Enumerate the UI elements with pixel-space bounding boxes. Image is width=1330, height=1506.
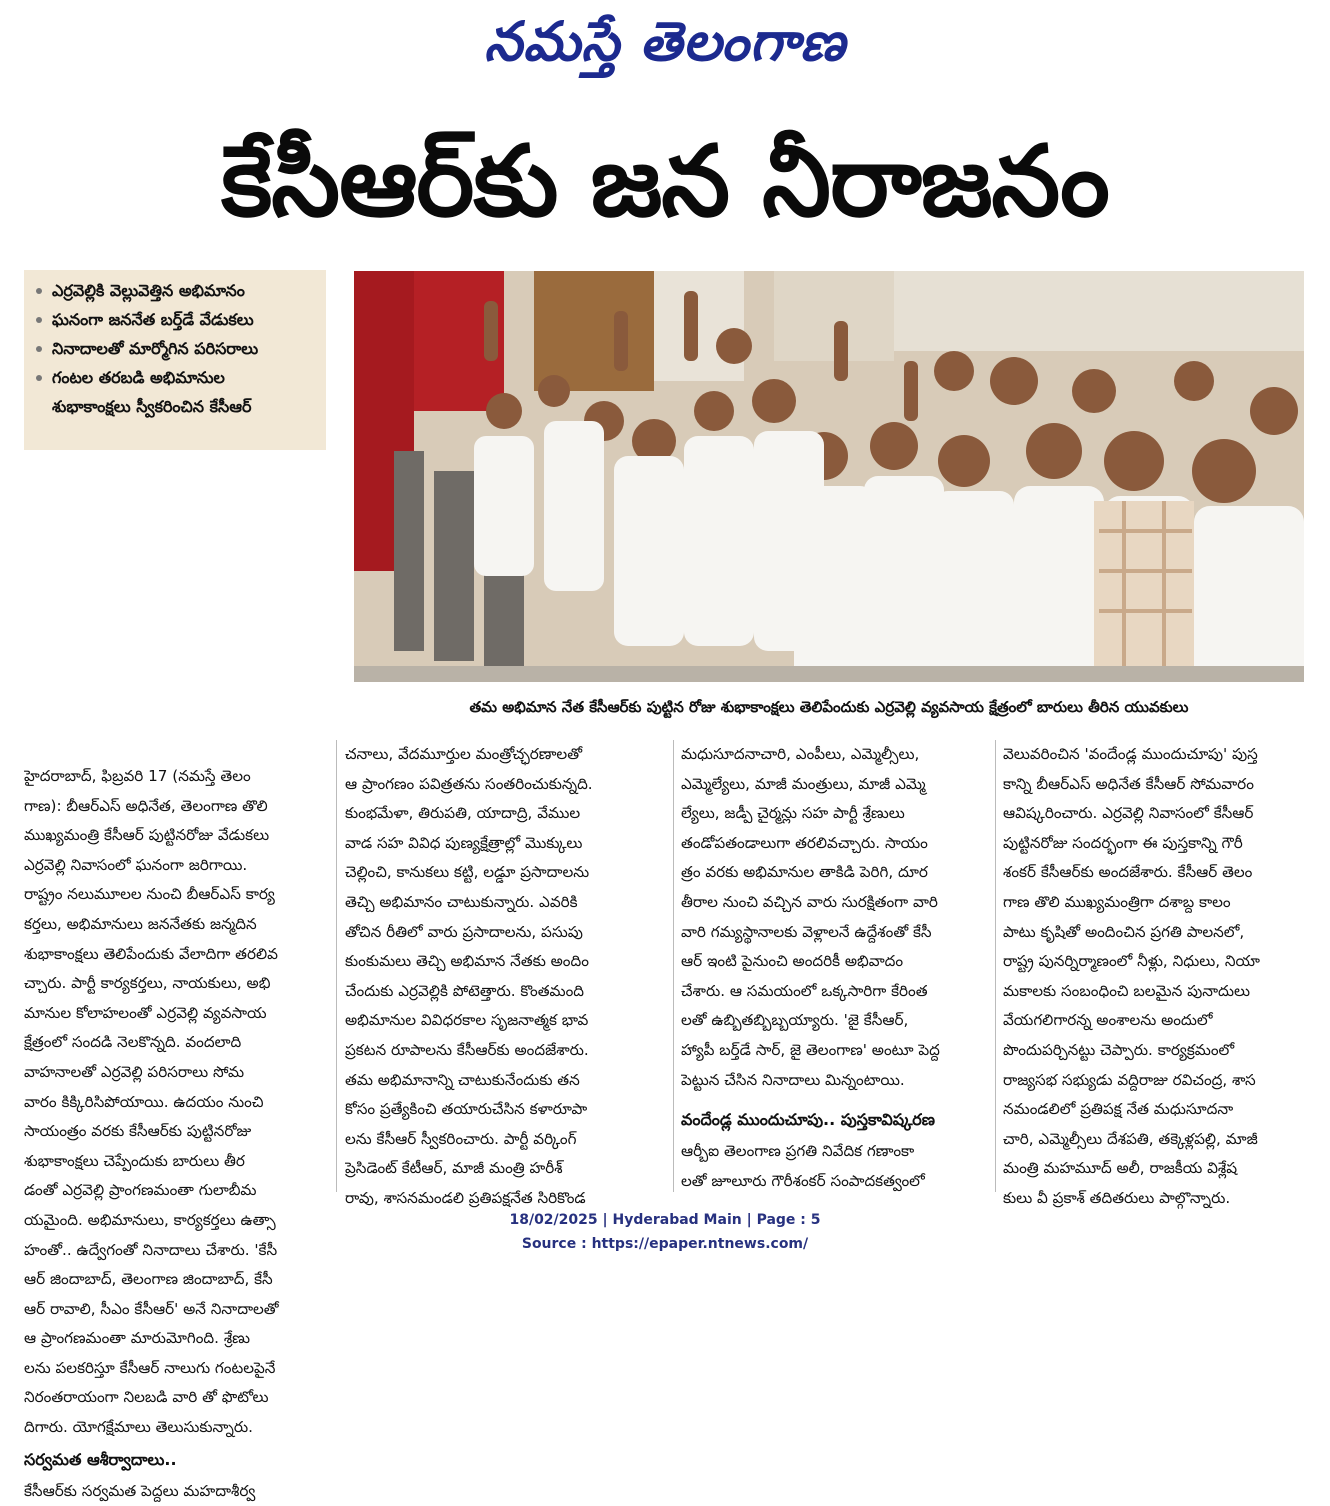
highlight-item: ఎర్రవెల్లికి వెల్లువెత్తిన అభిమానం (32, 276, 318, 305)
body-line: కుంభమేళా, తిరుపతి, యాదాద్రి, వేముల (345, 804, 581, 823)
body-line: గాణ): బీఆర్‌ఎస్ అధినేత, తెలంగాణ తొలి (24, 796, 268, 815)
body-line: చారి, ఎమ్మెల్సీలు దేశపతి, తక్కెళ్లపల్లి, మాజీ (1003, 1129, 1258, 1148)
article-column-1 (24, 762, 326, 1506)
body-line: త్రం వరకు అభిమానుల తాకిడి పెరిగి, దూర (681, 863, 928, 882)
body-line: ఎర్రవెల్లి నివాసంలో ఘనంగా జరిగాయి. (24, 855, 248, 874)
highlight-item: గంటల తరబడి అభిమానుల శుభాకాంక్షలు స్వీకరించిన కేసీఆర్ (32, 363, 318, 421)
article-column-3 (681, 740, 987, 1196)
body-line: ప్రెసిడెంట్ కేటీఆర్, మాజీ మంత్రి హరీశ్ (345, 1159, 563, 1178)
bullet-icon (36, 375, 42, 381)
body-line: చేందుకు ఎర్రవెల్లికి పోటెత్తారు. కొంతమంది (345, 981, 584, 1000)
body-line: ఆవిష్కరించారు. ఎర్రవెల్లి నివాసంలో కేసీఆర్ (1003, 804, 1254, 823)
body-line: వెలువరించిన 'వందేండ్ల ముందుచూపు' పుస్త (1003, 745, 1258, 763)
body-line: సాయంత్రం వరకు కేసీఆర్‌కు పుట్టినరోజు (24, 1122, 252, 1141)
column-divider (673, 740, 674, 1192)
body-line: నమండలిలో ప్రతిపక్ష నేత మధుసూదనా (1003, 1100, 1234, 1119)
body-line: హ్యాపీ బర్త్‌డే సార్, జై తెలంగాణ' అంటూ పెద్ద (681, 1040, 940, 1059)
body-line: ప్రకటన రూపాలను కేసీఆర్‌కు అందజేశారు. (345, 1040, 589, 1059)
highlights-box (24, 270, 326, 450)
bullet-icon (36, 346, 42, 352)
body-line: వాహనాలతో ఎర్రవెల్లి పరిసరాలు సోమ (24, 1062, 245, 1081)
column-divider (995, 740, 996, 1192)
body-line: మకాలకు సంబంధించి బలమైన పునాదులు (1003, 981, 1251, 1000)
subheading: వందేండ్ల ముందుచూపు.. పుస్తకావిష్కరణ (681, 1110, 935, 1130)
body-line: మంత్రి మహమూద్ అలీ, రాజకీయ విశ్లేష (1003, 1159, 1238, 1178)
body-line: లను కేసీఆర్ స్వీకరించారు. పార్టీ వర్కింగ్ (345, 1129, 577, 1148)
body-line: లతో జూలూరు గౌరీశంకర్ సంపాదకత్వంలో (681, 1171, 925, 1190)
body-line: యమైంది. అభిమానులు, కార్యకర్తలు ఉత్సా (24, 1210, 276, 1229)
body-line: ఆర్ జిందాబాద్, తెలంగాణ జిందాబాద్, కేసీ (24, 1270, 273, 1289)
body-line: కులు వీ ప్రకాశ్ తదితరులు పాల్గొన్నారు. (1003, 1188, 1231, 1207)
body-line: పెట్టున చేసిన నినాదాలు మిన్నంటాయి. (681, 1070, 905, 1089)
body-line: ఆర్బీఐ తెలంగాణ ప్రగతి నివేదిక గణాంకా (681, 1142, 915, 1161)
body-line: పుట్టినరోజు సందర్భంగా ఈ పుస్తకాన్ని గౌరీ (1003, 833, 1243, 852)
footer-source-link[interactable]: Source : https://epaper.ntnews.com/ (521, 1236, 809, 1252)
crowd-photo-illustration (354, 271, 1304, 682)
body-line: హంతో.. ఉద్వేగంతో నినాదాలు చేశారు. 'కేసీ (24, 1240, 278, 1259)
body-line: ఆర్ రావాలి, సీఎం కేసీఆర్' అనే నినాదాలతో (24, 1299, 279, 1318)
body-line: ముఖ్యమంత్రి కేసీఆర్ పుట్టినరోజు వేడుకలు (24, 826, 270, 845)
body-line: కేసీఆర్‌కు సర్వమత పెద్దలు మహదాశీర్వ (24, 1481, 256, 1500)
body-line: కాన్ని బీఆర్‌ఎస్ అధినేత కేసీఆర్ సోమవారం (1003, 774, 1254, 793)
body-line: తెచ్చి అభిమానం చాటుకున్నారు. ఎవరికి (345, 892, 578, 911)
body-line: వారి గమ్యస్థానాలకు వెళ్లాలనే ఉద్దేశంతో కేసీ (681, 922, 932, 941)
body-line: తమ అభిమానాన్ని చాటుకునేందుకు తన (345, 1070, 580, 1089)
body-line: చ్చారు. పార్టీ కార్యకర్తలు, నాయకులు, అభి (24, 974, 271, 993)
body-line: పొందుపర్చినట్టు చెప్పారు. కార్యక్రమంలో (1003, 1040, 1235, 1059)
body-line: హైదరాబాద్, ఫిబ్రవరి 17 (నమస్తే తెలం (24, 767, 251, 785)
body-line: కోసం ప్రత్యేకించి తయారుచేసిన కళారూపా (345, 1100, 588, 1119)
article-column-2 (345, 740, 665, 1214)
body-line: దిగారు. యోగక్షేమాలు తెలుసుకున్నారు. (24, 1418, 253, 1437)
body-line: నిరంతరాయంగా నిలబడి వారి తో ఫొటోలు (24, 1388, 269, 1407)
body-line: రాష్ట్ర పునర్నిర్మాణంలో నీళ్లు, నిధులు, నియా (1003, 952, 1260, 971)
body-line: పాటు కృషితో అందించిన ప్రగతి పాలనలో, (1003, 922, 1245, 941)
body-line: చేశారు. ఆ సమయంలో ఒక్కసారిగా కేరింత (681, 981, 928, 1000)
body-line: తీరాల నుంచి వచ్చిన వారు సురక్షితంగా వారి (681, 892, 938, 911)
body-line: ఆ ప్రాంగణం పవిత్రతను సంతరించుకున్నది. (345, 774, 593, 793)
body-line: రావు, శాసనమండలి ప్రతిపక్షనేత సిరికొండ (345, 1188, 586, 1207)
bullet-icon (36, 317, 42, 323)
body-line: అభిమానుల వివిధరకాల సృజనాత్మక భావ (345, 1011, 589, 1030)
body-line: శుభాకాంక్షలు చెప్పేందుకు బారులు తీర (24, 1151, 245, 1170)
body-line: చెల్లించి, కానుకలు కట్టి, లడ్డూ ప్రసాదాలను (345, 863, 590, 882)
body-line: వాడ సహ వివిధ పుణ్యక్షేత్రాల్లో మొక్కులు (345, 833, 583, 852)
body-line: ఆర్ ఇంటి పైనుంచి అందరికీ అభివాదం (681, 952, 904, 971)
highlight-item: ఘనంగా జననేత బర్త్‌డే వేడుకలు (32, 305, 318, 334)
body-line: శుభాకాంక్షలు తెలిపేందుకు వేలాదిగా తరలివ (24, 944, 278, 963)
body-line: లను పలకరిస్తూ కేసీఆర్ నాలుగు గంటలపైనే (24, 1358, 276, 1377)
masthead: నమస్తే తెలంగాణ (484, 9, 846, 73)
body-line: శంకర్ కేసీఆర్‌కు అందజేశారు. కేసీఆర్ తెలం (1003, 863, 1253, 882)
body-line: మధుసూదనాచారి, ఎంపీలు, ఎమ్మెల్సీలు, (681, 745, 920, 763)
body-line: ల్యేలు, జడ్పీ చైర్మన్లు సహ పార్టీ శ్రేణులు (681, 804, 905, 823)
article-column-4 (1003, 740, 1307, 1214)
body-line: వేయగలిగారన్న అంశాలను అందులో (1003, 1011, 1213, 1030)
body-line: కర్తలు, అభిమానులు జననేతకు జన్మదిన (24, 914, 257, 933)
body-line: తోచిన రీతిలో వారు ప్రసాదాలను, పసుపు (345, 922, 583, 941)
column-divider (336, 740, 337, 1192)
footer-date-edition: 18/02/2025 | Hyderabad Main | Page : 5 (509, 1212, 821, 1228)
highlight-item: నినాదాలతో మార్మోగిన పరిసరాలు (32, 334, 318, 363)
bullet-icon (36, 288, 42, 294)
body-line: చనాలు, వేదమూర్తుల మంత్రోచ్ఛరణాలతో (345, 745, 583, 763)
body-line: ఆ ప్రాంగణమంతా మారుమోగింది. శ్రేణు (24, 1329, 250, 1348)
body-line: కుంకుమలు తెచ్చి అభిమాన నేతకు అందిం (345, 952, 589, 971)
photo-caption: తమ అభిమాన నేత కేసీఆర్‌కు పుట్టిన రోజు శుభాకాంక్షలు తెలిపేందుకు ఎర్రవెల్లి వ్యవసాయ క్షేత్రంలో బారులు తీరిన యువకులు (469, 698, 1189, 716)
body-line: తండోపతండాలుగా తరలివచ్చారు. సాయం (681, 833, 928, 852)
body-line: క్షేత్రంలో సందడి నెలకొన్నది. వందలాది (24, 1033, 242, 1052)
body-line: రాష్ట్రం నలుమూలల నుంచి బీఆర్‌ఎస్ కార్య (24, 885, 275, 904)
body-line: లతో ఉబ్బితబ్బిబ్బయ్యారు. 'జై కేసీఆర్, (681, 1011, 909, 1030)
subheading: సర్వమత ఆశీర్వాదాలు.. (24, 1449, 177, 1469)
body-line: మానుల కోలాహలంతో ఎర్రవెల్లి వ్యవసాయ (24, 1003, 267, 1022)
body-line: గాణ తొలి ముఖ్యమంత్రిగా దశాబ్ద కాలం (1003, 892, 1231, 911)
body-line: వారం కిక్కిరిసిపోయాయి. ఉదయం నుంచి (24, 1092, 264, 1111)
body-line: ఎమ్మెల్యేలు, మాజీ మంత్రులు, మాజీ ఎమ్మె (681, 774, 926, 793)
body-line: డంతో ఎర్రవెల్లి ప్రాంగణమంతా గులాబీమ (24, 1181, 257, 1200)
news-photo (354, 271, 1304, 682)
headline: కేసీఆర్‌కు జన నీరాజనం (221, 125, 1109, 239)
body-line: రాజ్యసభ సభ్యుడు వద్దిరాజు రవిచంద్ర, శాస (1003, 1070, 1256, 1089)
